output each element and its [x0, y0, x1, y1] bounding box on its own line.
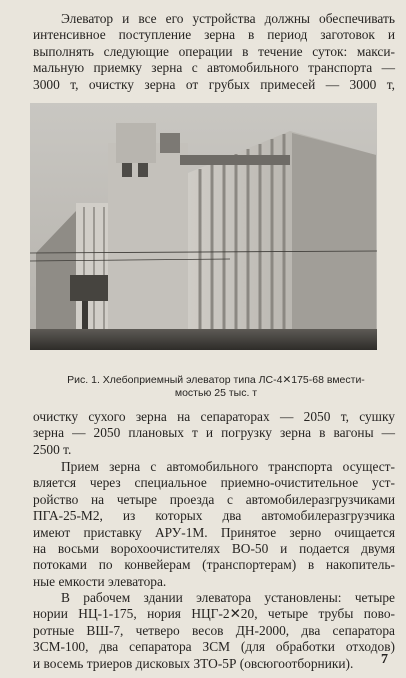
- paragraph-equipment: [33, 590, 395, 672]
- text-line: ЗСМ-100, два сепаратора ЗСМ (для обработки отходов): [33, 639, 395, 655]
- text-line: зерна — 2050 плановых т и погрузку зерна в вагоны —: [33, 425, 395, 441]
- elevator-photo: [30, 103, 377, 350]
- text-line: В рабочем здании элеватора установлены: четыре: [61, 590, 395, 605]
- text-line: нории НЦ-1-175, нория НЦГ-2✕20, четыре трубы пово-: [33, 606, 395, 622]
- caption-line: Рис. 1. Хлебоприемный элеватор типа ЛС-4✕175-68 вмести-: [67, 374, 365, 386]
- paragraph-intro: [33, 11, 395, 93]
- text-line: 2500 т.: [33, 441, 72, 457]
- caption-line: мостью 25 тыс. т: [174, 387, 258, 399]
- text-line: 3000 т, очистку зерна от грубых примесей — 3000 т,: [33, 76, 395, 92]
- text-line: ройство на четыре проезда с автомобилеразгрузчиками: [33, 491, 395, 507]
- paragraph-reception: [33, 459, 395, 590]
- text-line: мальную приемку зерна с автомобильного транспорта —: [33, 60, 395, 76]
- text-line: интенсивное поступление зерна в период заготовок и: [33, 27, 395, 43]
- text-line: потоками по конвейерам (транспортерам) в накопитель-: [33, 557, 395, 573]
- paragraph-capacities: [33, 409, 395, 458]
- text-line: Прием зерна с автомобильного транспорта осущест-: [61, 459, 395, 474]
- text-line: на восьми ворохоочистителях ВО-50 и подается двумя: [33, 541, 395, 557]
- text-line: ротные ВШ-7, четверо весов ДН-2000, два сепаратора: [33, 622, 395, 638]
- text-line: ные емкости элеватора.: [33, 573, 167, 589]
- text-line: выполнять следующие операции в течение суток: макси-: [33, 43, 395, 59]
- text-line: очистку сухого зерна на сепараторах — 2050 т, сушку: [33, 409, 395, 424]
- page-number: 7: [381, 652, 388, 667]
- text-line: Элеватор и все его устройства должны обеспечивать: [61, 11, 395, 26]
- text-line: вляется через специальное приемно-очистительное уст-: [33, 475, 395, 491]
- text-line: ПГА-25-М2, из которых два автомобилеразгрузчика: [33, 508, 395, 524]
- figure-caption: [60, 374, 372, 400]
- text-line: имеют приставку АРУ-1М. Принятое зерно очищается: [33, 524, 395, 540]
- text-line: и восемь триеров дисковых ЗТО-5Р (овсюгоотборники).: [33, 655, 354, 671]
- grain-elevator-image: [30, 103, 377, 350]
